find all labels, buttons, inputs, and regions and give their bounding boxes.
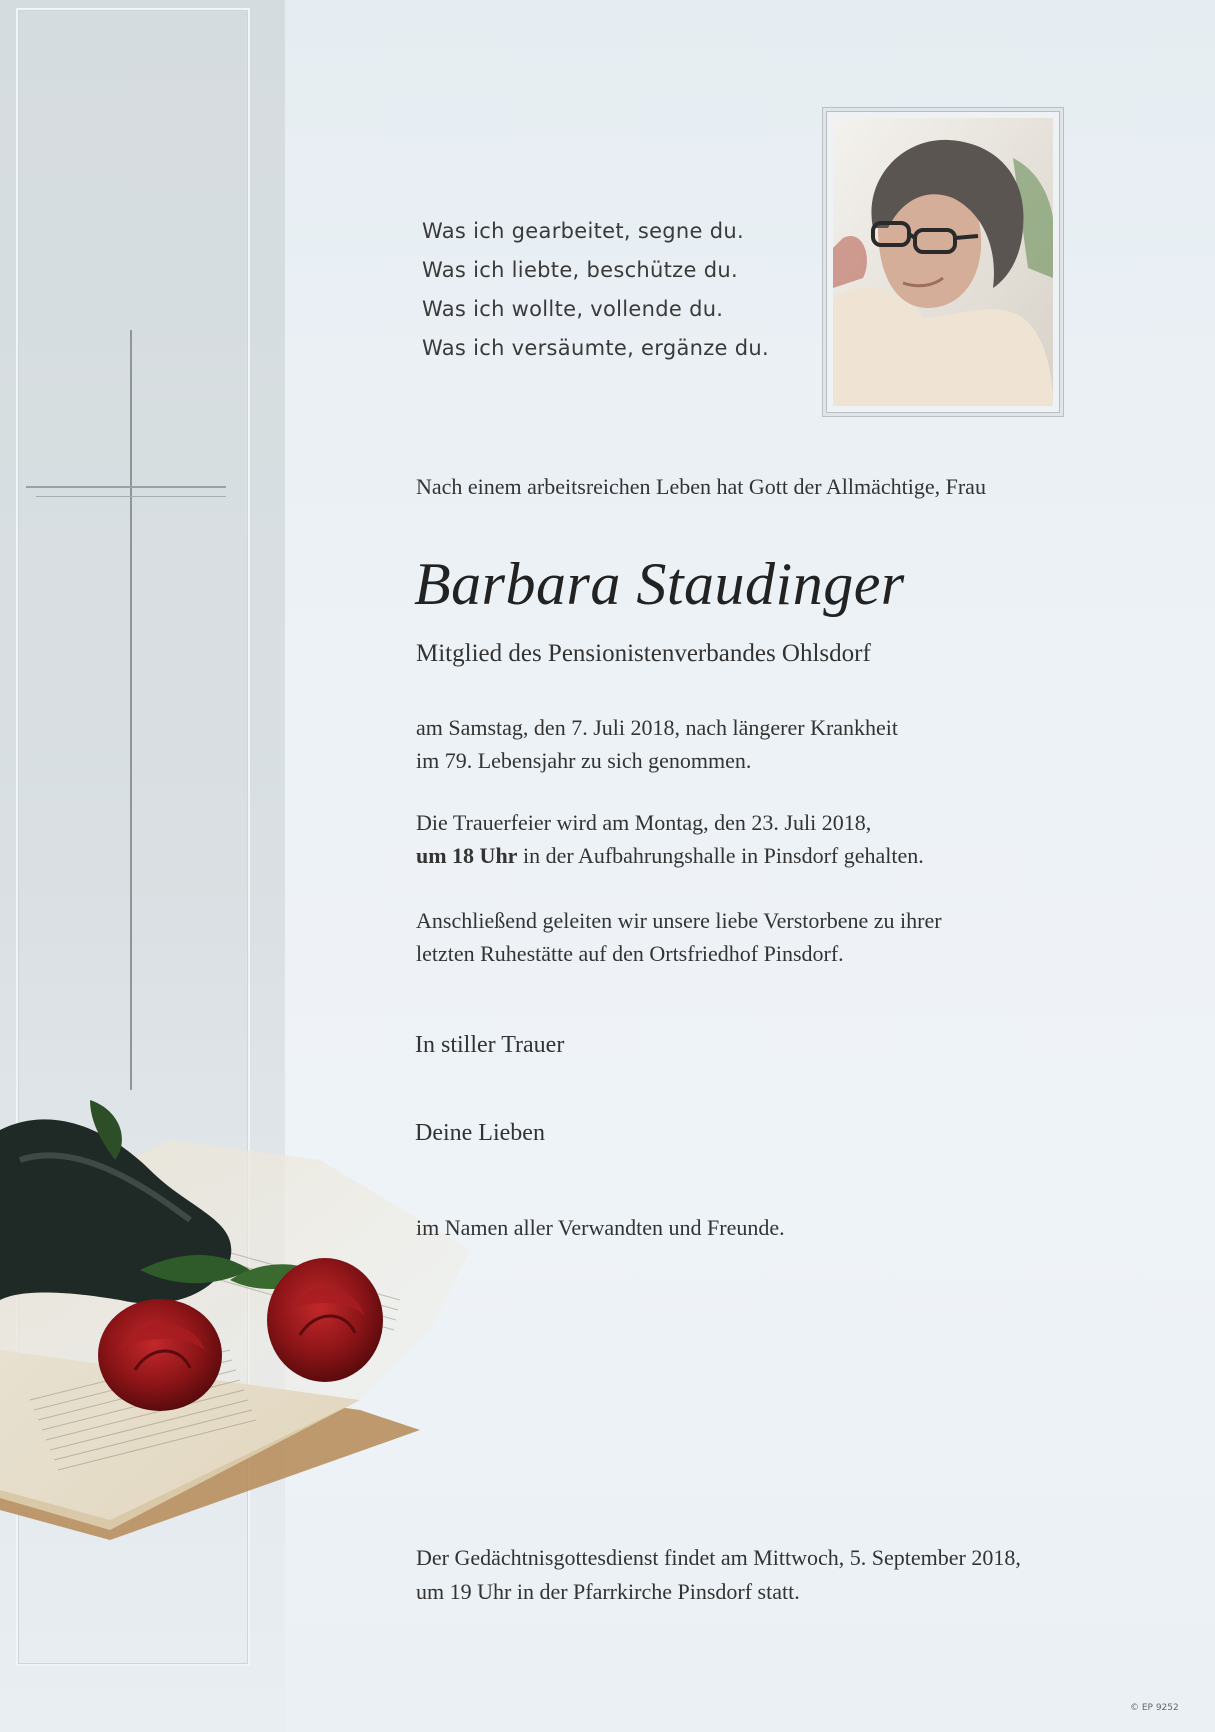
quote-line: Was ich wollte, vollende du. — [422, 297, 724, 321]
death-notice-line: am Samstag, den 7. Juli 2018, nach längerer Krankheit — [416, 715, 899, 740]
quote-line: Was ich liebte, beschütze du. — [422, 258, 738, 282]
intro-line: Nach einem arbeitsreichen Leben hat Gott der Allmächtige, Frau — [416, 474, 986, 499]
death-notice-line: im 79. Lebensjahr zu sich genommen. — [416, 748, 752, 773]
bible-and-roses-image — [0, 1100, 520, 1540]
ceremony-time: um 18 Uhr — [416, 843, 518, 868]
burial-line: letzten Ruhestätte auf den Ortsfriedhof Pinsdorf. — [416, 941, 844, 966]
cross-beam — [26, 486, 226, 488]
cross-beam-shadow — [36, 496, 226, 497]
ceremony-line — [416, 839, 924, 872]
ceremony-place: in der Aufbahrungshalle in Pinsdorf gehalten. — [517, 843, 924, 868]
family-line: im Namen aller Verwandten und Freunde. — [416, 1215, 785, 1240]
quote-verse — [422, 212, 769, 368]
burial-line: Anschließend geleiten wir unsere liebe Verstorbene zu ihrer — [416, 908, 942, 933]
loved-ones-line: Deine Lieben — [415, 1120, 545, 1146]
portrait-frame — [826, 111, 1060, 413]
ceremony-line: Die Trauerfeier wird am Montag, den 23. Juli 2018, — [416, 810, 872, 835]
mourning-line: In stiller Trauer — [415, 1032, 565, 1058]
cross-icon — [130, 330, 132, 1090]
membership-line: Mitglied des Pensionistenverbandes Ohlsdorf — [416, 640, 871, 667]
portrait-photo — [833, 118, 1053, 406]
memorial-line: um 19 Uhr in der Pfarrkirche Pinsdorf statt. — [416, 1579, 800, 1604]
quote-line: Was ich gearbeitet, segne du. — [422, 219, 744, 243]
quote-line: Was ich versäumte, ergänze du. — [422, 336, 769, 360]
deceased-name: Barbara Staudinger — [414, 551, 905, 617]
memorial-line: Der Gedächtnisgottesdienst findet am Mittwoch, 5. September 2018, — [416, 1545, 1021, 1570]
print-code: © EP 9252 — [1130, 1703, 1179, 1713]
